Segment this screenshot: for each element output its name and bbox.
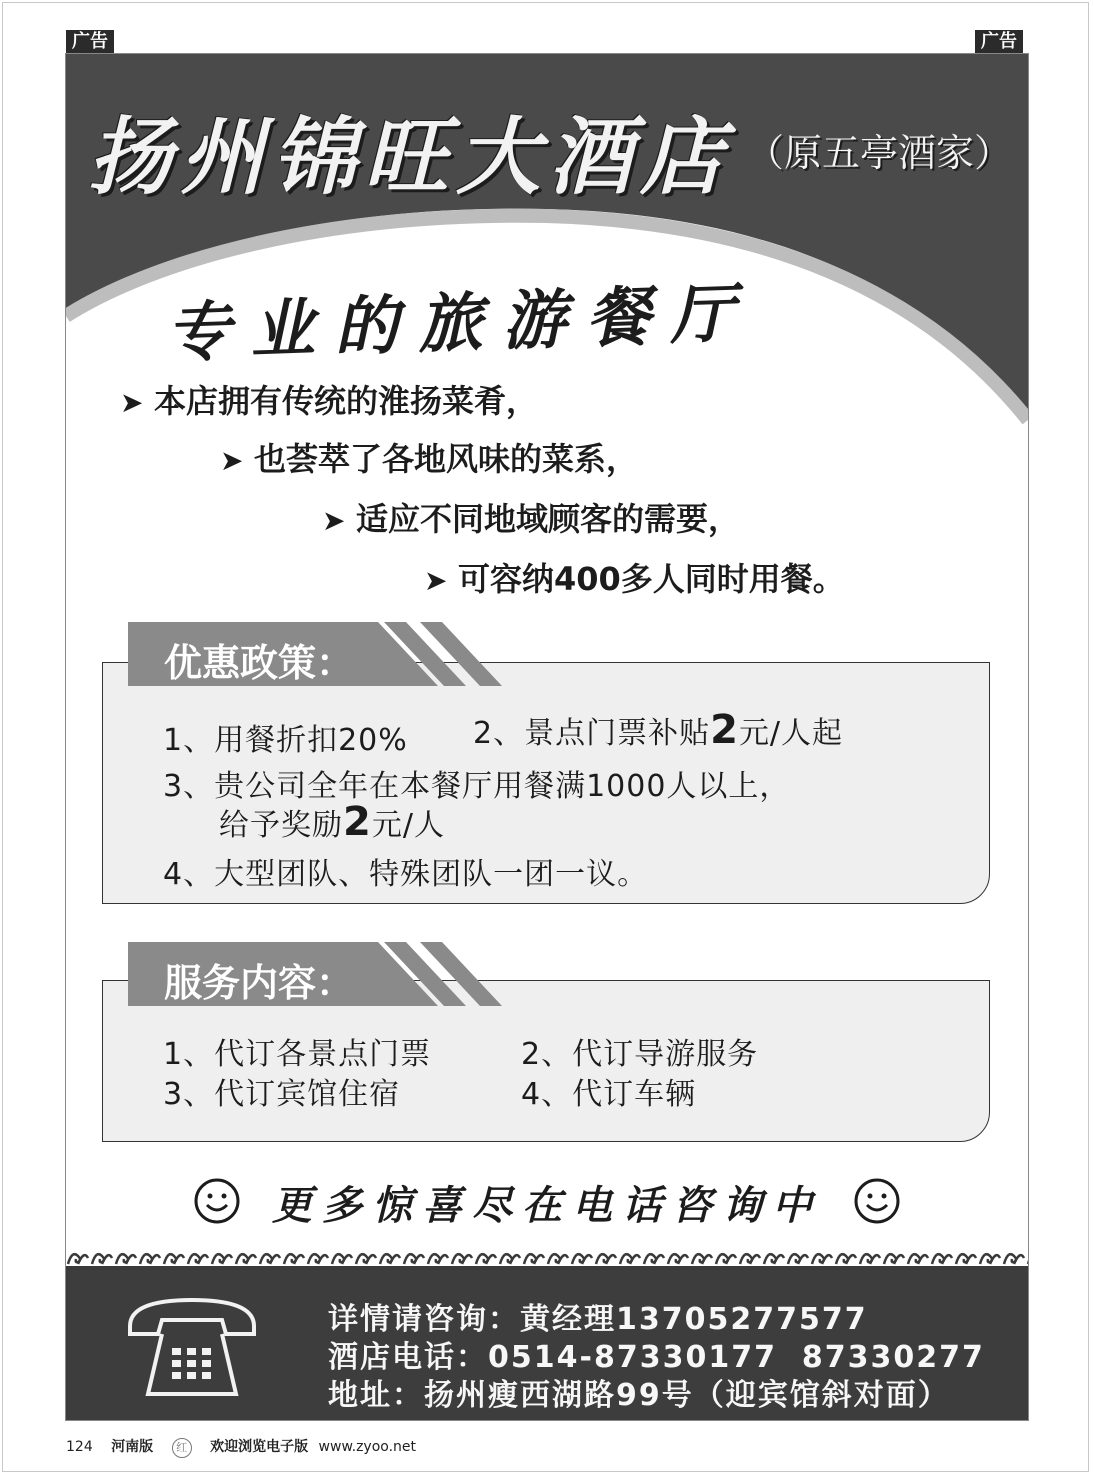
smiley-icon xyxy=(854,1178,900,1224)
offer-item: 3、贵公司全年在本餐厅用餐满1000人以上， xyxy=(163,769,791,804)
ad-label-right: 广告 xyxy=(975,30,1023,54)
website-link[interactable]: www.zyoo.net xyxy=(318,1439,417,1455)
call-to-action: 更多惊喜尽在电话咨询中 xyxy=(272,1182,822,1229)
contact-footer xyxy=(66,1270,1028,1420)
page-footer xyxy=(66,1436,430,1458)
feature-line: ➤ 也荟萃了各地风味的菜系， xyxy=(220,440,639,478)
hotel-name: 扬州锦旺大酒店 xyxy=(88,107,733,206)
feature-line: ➤ 适应不同地域顾客的需要， xyxy=(322,500,741,538)
offer-item: 1、用餐折扣20% xyxy=(163,723,408,758)
telephone-icon xyxy=(122,1290,262,1402)
arrow-icon: ➤ xyxy=(120,386,144,419)
edition-label: 河南版 xyxy=(111,1439,154,1455)
offers-title: 优惠政策： xyxy=(164,640,355,685)
decorative-border xyxy=(66,1244,1028,1270)
feature-line: ➤ 本店拥有传统的淮扬菜肴， xyxy=(120,382,539,420)
page-number: 124 xyxy=(66,1439,93,1455)
hotel-phone: 酒店电话：0514-87330177 87330277 xyxy=(328,1340,985,1375)
offer-item: 给予奖励2元/人 xyxy=(219,799,445,845)
advertisement-poster xyxy=(66,54,1028,1420)
service-item: 1、代订各景点门票 xyxy=(163,1037,432,1072)
arrow-icon: ➤ xyxy=(322,504,346,537)
hotel-address: 地址：扬州瘦西湖路99号（迎宾馆斜对面） xyxy=(328,1378,950,1413)
consult-contact: 详情请咨询：黄经理13705277577 xyxy=(328,1302,868,1337)
service-item: 3、代订宾馆住宿 xyxy=(163,1077,401,1112)
edition-badge: 红 xyxy=(172,1438,192,1458)
ad-label-left: 广告 xyxy=(66,30,114,54)
hotel-former-name: （原五亭酒家） xyxy=(746,131,1013,175)
arrow-icon: ➤ xyxy=(424,564,448,597)
offers-box xyxy=(102,662,990,904)
offer-item: 4、大型团队、特殊团队一团一议。 xyxy=(163,857,649,892)
welcome-text: 欢迎浏览电子版 xyxy=(210,1439,309,1455)
feature-line: ➤ 可容纳400多人同时用餐。 xyxy=(424,560,845,598)
slogan: 专业的旅游餐厅 xyxy=(165,275,756,372)
service-item: 2、代订导游服务 xyxy=(521,1037,759,1072)
arrow-icon: ➤ xyxy=(220,444,244,477)
offer-item: 2、景点门票补贴2元/人起 xyxy=(473,707,844,753)
services-title: 服务内容： xyxy=(164,960,355,1005)
service-item: 4、代订车辆 xyxy=(521,1077,697,1112)
